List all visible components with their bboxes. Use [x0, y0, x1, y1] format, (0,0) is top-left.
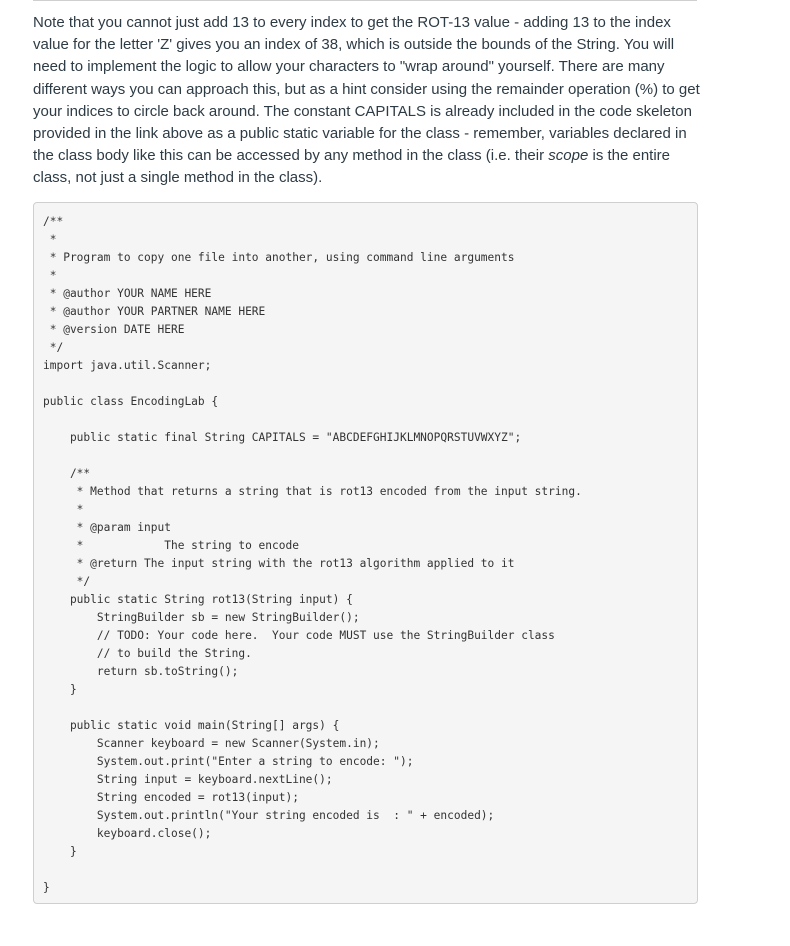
top-divider	[33, 0, 697, 1]
code-line: * @author YOUR PARTNER NAME HERE	[43, 305, 266, 318]
code-line: */	[43, 341, 64, 354]
code-line	[43, 699, 697, 717]
code-line: * Method that returns a string that is rot13 encoded from the input string.	[43, 485, 582, 498]
code-line: System.out.println("Your string encoded is : " + encoded);	[43, 809, 495, 822]
code-line: public class EncodingLab {	[43, 395, 219, 408]
code-line: }	[43, 845, 77, 858]
code-line	[43, 861, 697, 879]
code-line: System.out.print("Enter a string to encode: ");	[43, 755, 414, 768]
code-line: * Program to copy one file into another, using command line arguments	[43, 251, 515, 264]
code-listing	[43, 213, 697, 897]
code-line: // TODO: Your code here. Your code MUST use the StringBuilder class	[43, 629, 555, 642]
code-block	[33, 202, 698, 904]
code-line: public static final String CAPITALS = "ABCDEFGHIJKLMNOPQRSTUVWXYZ";	[43, 431, 522, 444]
code-line: * @version DATE HERE	[43, 323, 185, 336]
code-line: * @param input	[43, 521, 171, 534]
code-line: // to build the String.	[43, 647, 252, 660]
code-line: * @return The input string with the rot13 algorithm applied to it	[43, 557, 515, 570]
code-line: *	[43, 503, 84, 516]
code-line: String input = keyboard.nextLine();	[43, 773, 333, 786]
code-line: Scanner keyboard = new Scanner(System.in);	[43, 737, 380, 750]
code-line: /**	[43, 467, 91, 480]
code-line: String encoded = rot13(input);	[43, 791, 299, 804]
code-line: return sb.toString();	[43, 665, 239, 678]
code-line: public static String rot13(String input) {	[43, 593, 353, 606]
paragraph-text-part-2: is the entire class, not just a single method in the class).	[33, 147, 671, 187]
code-line: *	[43, 269, 57, 282]
instruction-paragraph	[33, 12, 705, 190]
code-line: }	[43, 683, 77, 696]
code-line	[43, 447, 697, 465]
code-line: import java.util.Scanner;	[43, 359, 212, 372]
code-line: keyboard.close();	[43, 827, 212, 840]
code-line	[43, 411, 697, 429]
code-line: StringBuilder sb = new StringBuilder();	[43, 611, 360, 624]
code-line: /**	[43, 215, 64, 228]
code-line: }	[43, 881, 50, 894]
code-line: * The string to encode	[43, 539, 299, 552]
code-line: public static void main(String[] args) {	[43, 719, 340, 732]
paragraph-text-part-1: Note that you cannot just add 13 to every index to get the ROT-13 value - adding 13 to the index value for the letter 'Z' gives you an index of 38, which is outside the bounds of the String. You will need to implement the logic to allow your characters to "wrap around" yourself. There are many different ways you can approach this, but as a hint consider using the remainder operation (%) to get your indices to circle back around. The constant CAPITALS is already included in the code skeleton provided in the link above as a public static variable for the class - remember, variables declared in the class body like this can be accessed by any method in the class (i.e. their	[33, 14, 700, 165]
code-line	[43, 375, 697, 393]
code-line: * @author YOUR NAME HERE	[43, 287, 212, 300]
code-line: *	[43, 233, 57, 246]
code-line: */	[43, 575, 91, 588]
paragraph-emphasis-scope: scope	[548, 147, 589, 165]
